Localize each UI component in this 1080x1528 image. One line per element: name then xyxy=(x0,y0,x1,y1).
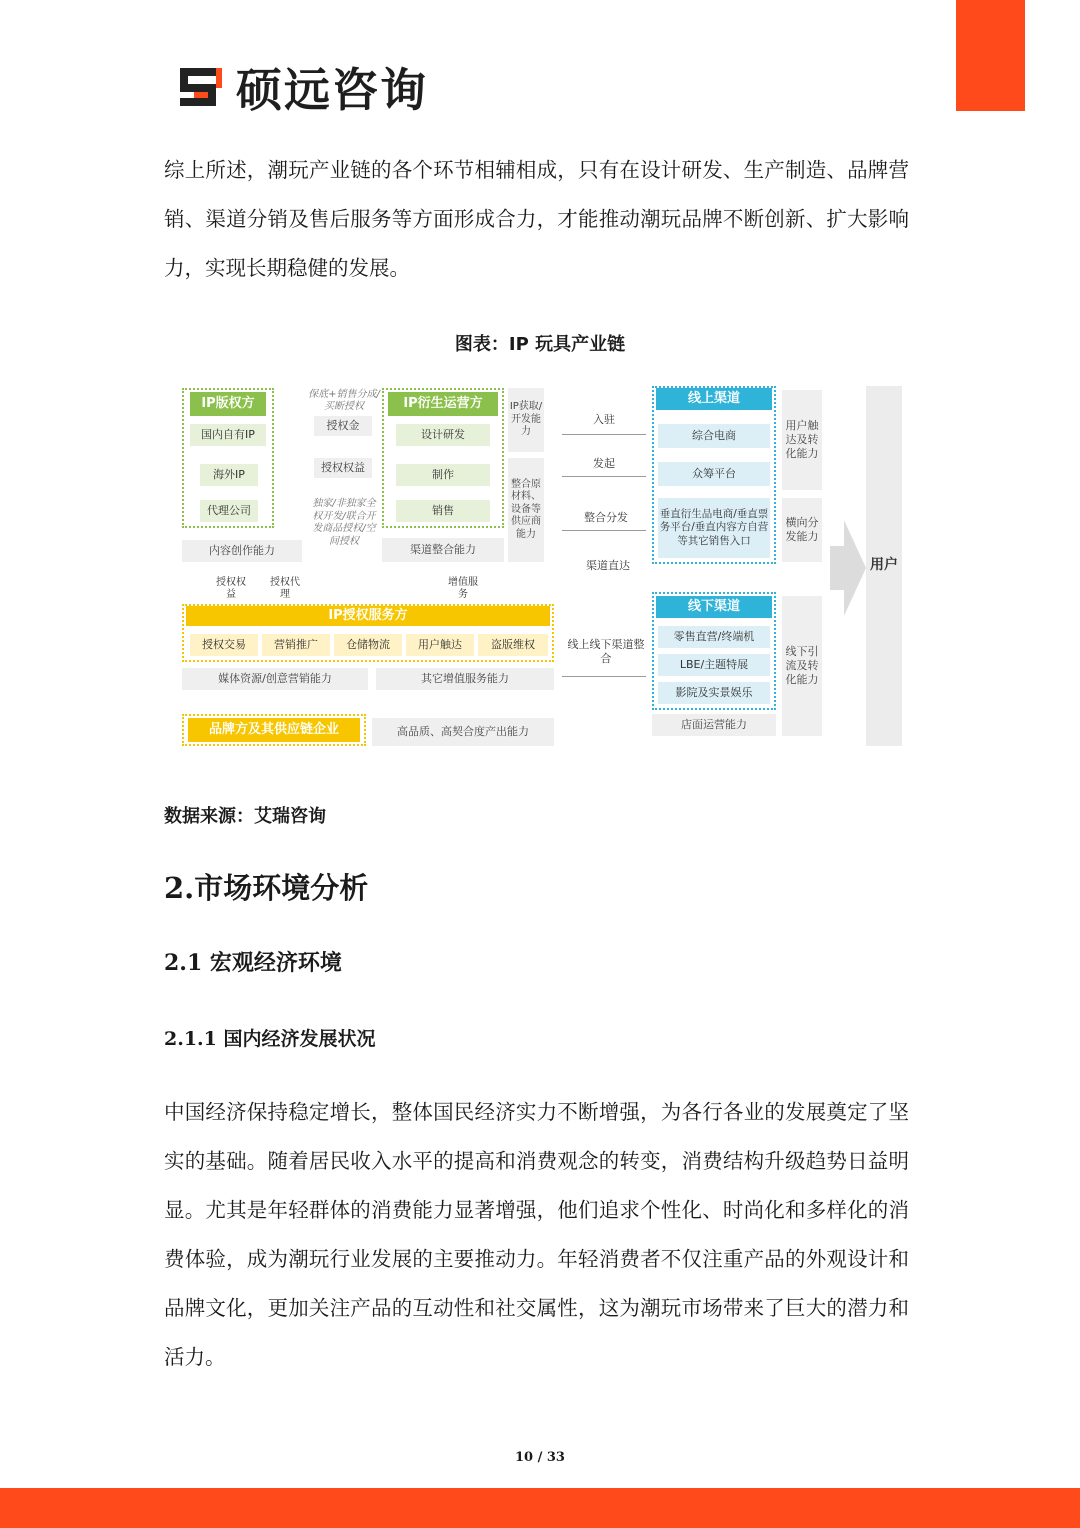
operator-step: 销售 xyxy=(396,500,490,522)
user-reach-conversion-ability: 用户触达及转化能力 xyxy=(782,390,822,490)
ip-owner-title: IP版权方 xyxy=(190,392,266,416)
flow-settle-in: 入驻 xyxy=(593,413,615,427)
ip-acquisition-ability: IP获取/开发能力 xyxy=(508,388,544,452)
other-value-added-ability: 其它增值服务能力 xyxy=(376,668,554,690)
ip-toy-industry-chain-diagram xyxy=(176,380,906,752)
licensing-fee: 授权金 xyxy=(314,416,372,436)
content-creation-ability: 内容创作能力 xyxy=(182,540,302,562)
figure-source: 数据来源：艾瑞咨询 xyxy=(164,806,326,827)
service-item: 授权交易 xyxy=(190,634,258,656)
online-channel-item: 众筹平台 xyxy=(658,462,770,486)
logo-mark-icon xyxy=(176,64,226,110)
section-heading-2: 2.1 宏观经济环境 xyxy=(164,950,342,976)
offline-channel-item: 零售直营/终端机 xyxy=(658,626,770,648)
licensing-terms-note: 保底+销售分成/买断授权 xyxy=(308,388,380,412)
media-marketing-ability: 媒体资源/创意营销能力 xyxy=(182,668,368,690)
brand-name: 硕远咨询 xyxy=(236,63,428,117)
page-number: 10 / 33 xyxy=(515,1450,565,1465)
brand-supply-title: 品牌方及其供应链企业 xyxy=(188,718,360,742)
service-item: 仓储物流 xyxy=(334,634,402,656)
ip-owner-item: 代理公司 xyxy=(200,500,258,522)
licensing-modes-note: 独家/非独家全权开发/联合开发商品授权/空间授权 xyxy=(312,498,376,547)
flow-arrow xyxy=(562,476,646,477)
intro-paragraph: 综上所述，潮玩产业链的各个环节相辅相成，只有在设计研发、生产制造、品牌营销、渠道分销及售后服务等方面形成合力，才能推动潮玩品牌不断创新、扩大影响力，实现长期稳健的发展。 xyxy=(164,158,909,280)
store-operation-ability: 店面运营能力 xyxy=(652,714,776,736)
license-agent-label: 授权代理 xyxy=(270,576,300,600)
flow-arrow xyxy=(562,676,646,677)
service-item: 用户触达 xyxy=(406,634,474,656)
offline-channel-title: 线下渠道 xyxy=(656,596,772,618)
operator-step: 制作 xyxy=(396,464,490,486)
flow-direct: 渠道直达 xyxy=(586,559,630,573)
value-added-label: 增值服务 xyxy=(448,576,478,600)
flow-arrow xyxy=(562,434,646,435)
horizontal-distribution-ability: 横向分发能力 xyxy=(782,498,822,562)
online-channel-title: 线上渠道 xyxy=(656,388,772,410)
offline-channel-item: 影院及实景娱乐 xyxy=(658,682,770,704)
online-channel-item: 垂直衍生品电商/垂直票务平台/垂直内容方自营等其它销售入口 xyxy=(658,498,770,558)
online-channel-item: 综合电商 xyxy=(658,424,770,448)
section-heading-1: 2.市场环境分析 xyxy=(164,871,369,905)
flow-omni-channel: 线上线下渠道整合 xyxy=(567,638,645,665)
flow-arrow xyxy=(562,530,646,531)
corner-accent-block xyxy=(956,0,1025,111)
section-heading-3: 2.1.1 国内经济发展状况 xyxy=(164,1028,376,1050)
end-user-column: 用户 xyxy=(866,386,902,746)
derivative-operator-title: IP衍生运营方 xyxy=(388,392,498,416)
offline-channel-item: LBE/主题特展 xyxy=(658,654,770,676)
operator-step: 设计研发 xyxy=(396,424,490,446)
service-item: 营销推广 xyxy=(262,634,330,656)
license-rights-label: 授权权益 xyxy=(216,576,246,600)
flow-launch: 发起 xyxy=(593,457,615,471)
body-paragraph: 中国经济保持稳定增长，整体国民经济实力不断增强，为各行各业的发展奠定了坚实的基础。随着居民收入水平的提高和消费观念的转变，消费结构升级趋势日益明显。尤其是年轻群体的消费能力显著增强，他们追求个性化、时尚化和多样化的消费体验，成为潮玩行业发展的主要推动力。年轻消费者不仅注重产品的外观设计和品牌文化，更加关注产品的互动性和社交属性，这为潮玩市场带来了巨大的潜力和活力。 xyxy=(164,1100,909,1369)
offline-traffic-conversion-ability: 线下引流及转化能力 xyxy=(782,596,822,736)
brand-logo xyxy=(176,58,428,116)
service-provider-title: IP授权服务方 xyxy=(186,606,550,626)
quality-output-ability: 高品质、高契合度产出能力 xyxy=(372,718,554,746)
ip-owner-item: 海外IP xyxy=(200,464,258,486)
big-right-arrow-icon xyxy=(830,520,866,616)
figure-caption: 图表：IP 玩具产业链 xyxy=(454,334,626,355)
footer-accent-bar xyxy=(0,1488,1080,1528)
channel-integration-ability: 渠道整合能力 xyxy=(382,538,504,562)
flow-integrate: 整合分发 xyxy=(584,511,628,525)
service-item: 盗版维权 xyxy=(478,634,548,656)
ip-owner-item: 国内自有IP xyxy=(190,424,266,446)
licensing-rights: 授权权益 xyxy=(314,458,372,478)
supplier-integration-ability: 整合原材料、设备等供应商能力 xyxy=(508,458,544,562)
